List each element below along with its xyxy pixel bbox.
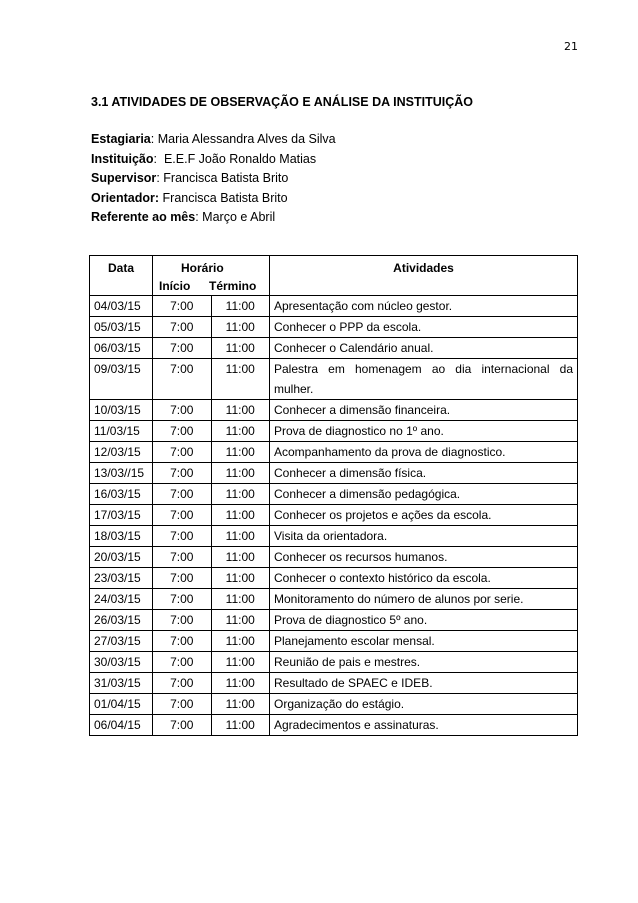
cell-start-time: 7:00 [153, 505, 212, 526]
cell-start-time: 7:00 [153, 338, 212, 359]
cell-start-time: 7:00 [153, 673, 212, 694]
cell-end-time: 11:00 [211, 715, 270, 736]
table-row [90, 421, 578, 442]
meta-line-supervisor [91, 169, 336, 189]
meta-line-estagiaria [91, 130, 336, 150]
cell-start-time: 7:00 [153, 463, 212, 484]
table-row [90, 296, 578, 317]
cell-end-time: 11:00 [211, 610, 270, 631]
table-row [90, 610, 578, 631]
table-row [90, 317, 578, 338]
cell-end-time: 11:00 [211, 442, 270, 463]
cell-end-time: 11:00 [211, 673, 270, 694]
cell-start-time: 7:00 [153, 442, 212, 463]
cell-end-time: 11:00 [211, 421, 270, 442]
cell-date: 30/03/15 [90, 652, 153, 673]
activities-table [89, 255, 578, 736]
cell-end-time: 11:00 [211, 526, 270, 547]
cell-end-time: 11:00 [211, 296, 270, 317]
cell-start-time: 7:00 [153, 715, 212, 736]
meta-value: E.E.F João Ronaldo Matias [157, 151, 317, 166]
cell-date: 24/03/15 [90, 589, 153, 610]
cell-activity: Apresentação com núcleo gestor. [270, 296, 578, 317]
cell-activity: Visita da orientadora. [270, 526, 578, 547]
cell-end-time: 11:00 [211, 317, 270, 338]
cell-start-time: 7:00 [153, 400, 212, 421]
meta-sep: : [156, 171, 160, 186]
cell-end-time: 11:00 [211, 631, 270, 652]
cell-activity: Conhecer os projetos e ações da escola. [270, 505, 578, 526]
cell-date: 06/04/15 [90, 715, 153, 736]
internship-info [91, 130, 336, 228]
cell-activity: Monitoramento do número de alunos por serie. [270, 589, 578, 610]
table-header [90, 256, 578, 296]
meta-label: Referente ao mês [91, 210, 196, 225]
section-title: 3.1 ATIVIDADES DE OBSERVAÇÃO E ANÁLISE DA INSTITUIÇÃO [91, 95, 473, 109]
table-row [90, 400, 578, 421]
meta-sep: : [150, 132, 155, 146]
header-data [90, 256, 153, 296]
cell-activity: Resultado de SPAEC e IDEB. [270, 673, 578, 694]
cell-date: 18/03/15 [90, 526, 153, 547]
cell-activity: Conhecer a dimensão pedagógica. [270, 484, 578, 505]
cell-activity: Agradecimentos e assinaturas. [270, 715, 578, 736]
cell-start-time: 7:00 [153, 631, 212, 652]
cell-date: 27/03/15 [90, 631, 153, 652]
cell-date: 11/03/15 [90, 421, 153, 442]
cell-date: 10/03/15 [90, 400, 153, 421]
meta-value: Francisca Batista Brito [159, 171, 289, 186]
cell-start-time: 7:00 [153, 589, 212, 610]
meta-line-orientador [91, 189, 336, 209]
cell-start-time: 7:00 [153, 421, 212, 442]
table-row [90, 547, 578, 568]
cell-date: 05/03/15 [90, 317, 153, 338]
table-row [90, 359, 578, 400]
cell-activity: Conhecer a dimensão física. [270, 463, 578, 484]
table-row [90, 694, 578, 715]
table-row [90, 463, 578, 484]
cell-activity: Planejamento escolar mensal. [270, 631, 578, 652]
cell-end-time: 11:00 [211, 505, 270, 526]
cell-start-time: 7:00 [153, 296, 212, 317]
page-number: 21 [564, 40, 578, 53]
meta-label: Instituição [91, 151, 154, 166]
table-row [90, 631, 578, 652]
cell-start-time: 7:00 [153, 484, 212, 505]
cell-activity: Acompanhamento da prova de diagnostico. [270, 442, 578, 463]
header-row [90, 256, 578, 296]
meta-line-referente [91, 208, 336, 228]
cell-end-time: 11:00 [211, 568, 270, 589]
header-atividades [270, 256, 578, 296]
cell-date: 06/03/15 [90, 338, 153, 359]
cell-end-time: 11:00 [211, 589, 270, 610]
cell-end-time: 11:00 [211, 484, 270, 505]
cell-activity: Prova de diagnostico no 1º ano. [270, 421, 578, 442]
table-row [90, 715, 578, 736]
cell-date: 20/03/15 [90, 547, 153, 568]
cell-activity: Conhecer o contexto histórico da escola. [270, 568, 578, 589]
table-row [90, 568, 578, 589]
cell-date: 09/03/15 [90, 359, 153, 400]
header-horario-label: Horário [181, 261, 224, 275]
cell-date: 13/03//15 [90, 463, 153, 484]
cell-end-time: 11:00 [211, 359, 270, 400]
meta-value: Maria Alessandra Alves da Silva [154, 132, 336, 146]
cell-start-time: 7:00 [153, 652, 212, 673]
cell-date: 16/03/15 [90, 484, 153, 505]
header-termino-label: Término [209, 279, 257, 293]
table-row [90, 338, 578, 359]
cell-activity: Conhecer os recursos humanos. [270, 547, 578, 568]
cell-start-time: 7:00 [153, 317, 212, 338]
cell-end-time: 11:00 [211, 547, 270, 568]
header-inicio [153, 256, 224, 296]
cell-date: 01/04/15 [90, 694, 153, 715]
meta-label: Estagiaria [91, 132, 151, 146]
table-row [90, 526, 578, 547]
cell-end-time: 11:00 [211, 694, 270, 715]
cell-activity: Conhecer a dimensão financeira. [270, 400, 578, 421]
cell-activity: Prova de diagnostico 5º ano. [270, 610, 578, 631]
table-row [90, 589, 578, 610]
meta-label: Supervisor [91, 171, 157, 186]
header-termino [211, 256, 270, 296]
cell-start-time: 7:00 [153, 568, 212, 589]
table-row [90, 484, 578, 505]
cell-date: 12/03/15 [90, 442, 153, 463]
cell-end-time: 11:00 [211, 400, 270, 421]
header-atividades-label: Atividades [393, 261, 454, 275]
meta-label: Orientador: [91, 190, 160, 205]
cell-date: 04/03/15 [90, 296, 153, 317]
cell-activity: Organização do estágio. [270, 694, 578, 715]
cell-activity: Conhecer o Calendário anual. [270, 338, 578, 359]
meta-sep: : [153, 151, 157, 166]
cell-start-time: 7:00 [153, 694, 212, 715]
meta-sep: : [195, 210, 199, 225]
cell-start-time: 7:00 [153, 359, 212, 400]
table-body [90, 296, 578, 736]
cell-activity: Conhecer o PPP da escola. [270, 317, 578, 338]
cell-activity: Palestra em homenagem ao dia internacional da mulher. [270, 359, 578, 400]
cell-start-time: 7:00 [153, 547, 212, 568]
header-data-label: Data [107, 261, 134, 275]
cell-date: 26/03/15 [90, 610, 153, 631]
cell-date: 17/03/15 [90, 505, 153, 526]
cell-end-time: 11:00 [211, 652, 270, 673]
table-row [90, 673, 578, 694]
cell-activity: Reunião de pais e mestres. [270, 652, 578, 673]
cell-date: 31/03/15 [90, 673, 153, 694]
cell-start-time: 7:00 [153, 610, 212, 631]
meta-value: Francisca Batista Brito [159, 190, 288, 205]
table-row [90, 652, 578, 673]
header-inicio-label: Início [159, 279, 191, 293]
cell-end-time: 11:00 [211, 338, 270, 359]
meta-value: Março e Abril [198, 210, 276, 225]
cell-end-time: 11:00 [211, 463, 270, 484]
table-row [90, 505, 578, 526]
meta-line-instituicao [91, 150, 336, 170]
cell-date: 23/03/15 [90, 568, 153, 589]
table-row [90, 442, 578, 463]
cell-start-time: 7:00 [153, 526, 212, 547]
